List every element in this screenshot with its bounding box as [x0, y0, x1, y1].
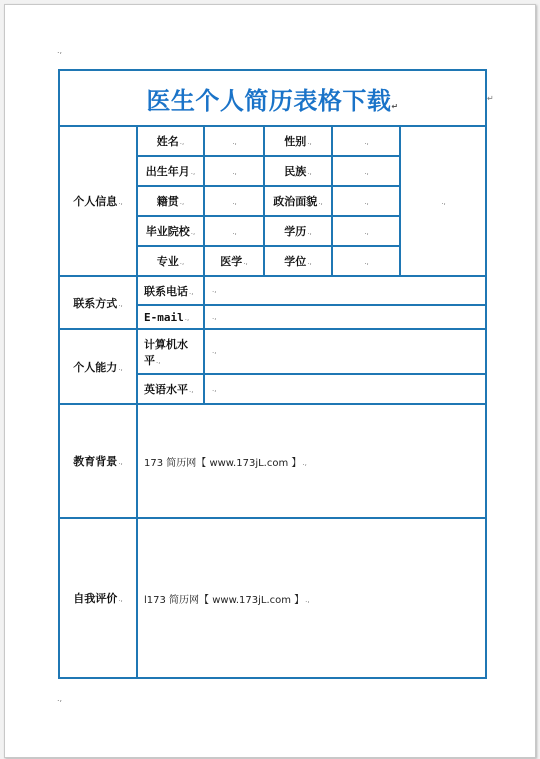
- school-cell[interactable]: .,: [204, 216, 264, 246]
- degree-label: 学位.,: [264, 246, 332, 276]
- political-status-label: 政治面貌.,: [264, 186, 332, 216]
- name-label: 姓名.,: [137, 126, 204, 156]
- name-cell[interactable]: .,: [204, 126, 264, 156]
- education-level-label: 学历.,: [264, 216, 332, 246]
- paragraph-mark: .,: [57, 694, 63, 703]
- birth-label: 出生年月.,: [137, 156, 204, 186]
- self-evaluation-content[interactable]: l173 简历网【 www.173jL.com 】.,: [137, 518, 486, 678]
- resume-table: [58, 69, 487, 679]
- section-personal-info: 个人信息.,: [59, 126, 137, 276]
- major-value[interactable]: 医学.,: [204, 246, 264, 276]
- section-self-evaluation: 自我评价.,: [59, 518, 137, 678]
- english-level-cell[interactable]: .,: [204, 374, 486, 404]
- paragraph-mark: ↵: [487, 94, 494, 103]
- section-ability: 个人能力.,: [59, 329, 137, 404]
- phone-label: 联系电话.,: [137, 276, 204, 305]
- major-label: 专业.,: [137, 246, 204, 276]
- ethnicity-label: 民族.,: [264, 156, 332, 186]
- section-contact: 联系方式.,: [59, 276, 137, 329]
- email-label: E-mail.,: [137, 305, 204, 329]
- phone-cell[interactable]: .,: [204, 276, 486, 305]
- paragraph-mark: .,: [57, 46, 63, 55]
- resume-title: 医生个人简历表格下载↵: [59, 70, 486, 126]
- gender-cell[interactable]: .,: [332, 126, 400, 156]
- native-place-cell[interactable]: .,: [204, 186, 264, 216]
- computer-level-label: 计算机水平.,: [137, 329, 204, 374]
- political-status-cell[interactable]: .,: [332, 186, 400, 216]
- english-level-label: 英语水平.,: [137, 374, 204, 404]
- email-cell[interactable]: .,: [204, 305, 486, 329]
- photo-cell[interactable]: .,: [400, 126, 486, 276]
- degree-cell[interactable]: .,: [332, 246, 400, 276]
- birth-cell[interactable]: .,: [204, 156, 264, 186]
- computer-level-cell[interactable]: .,: [204, 329, 486, 374]
- school-label: 毕业院校.,: [137, 216, 204, 246]
- education-level-cell[interactable]: .,: [332, 216, 400, 246]
- native-place-label: 籍贯.,: [137, 186, 204, 216]
- gender-label: 性别.,: [264, 126, 332, 156]
- education-content[interactable]: 173 简历网【 www.173jL.com 】.,: [137, 404, 486, 518]
- section-education: 教育背景.,: [59, 404, 137, 518]
- ethnicity-cell[interactable]: .,: [332, 156, 400, 186]
